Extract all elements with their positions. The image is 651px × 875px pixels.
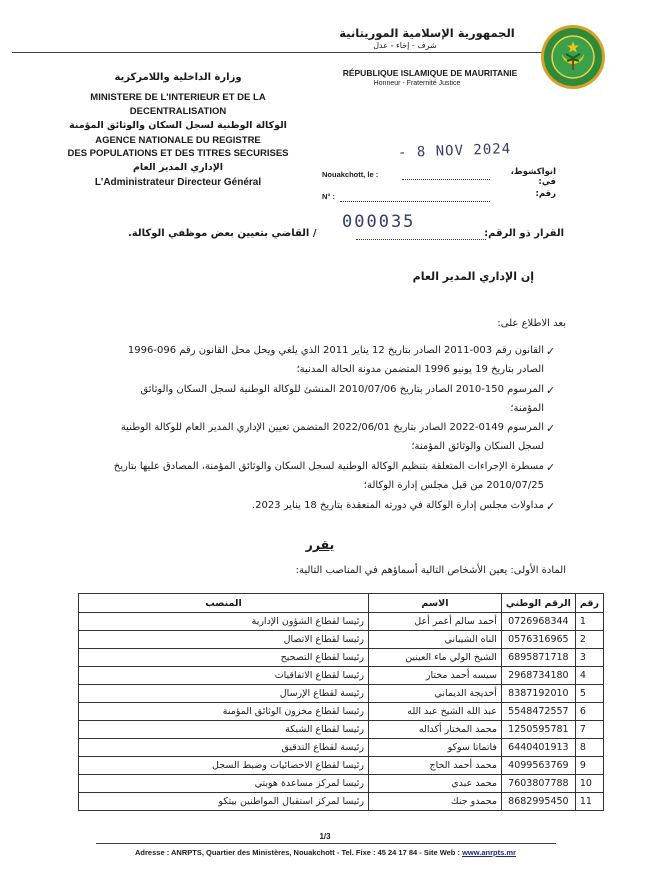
name-cell: سيسه أحمد مختار (368, 667, 501, 685)
row-number-cell: 11 (575, 793, 603, 811)
table-row (79, 703, 604, 721)
column-header-num: رقم (575, 594, 603, 613)
name-cell: فاتماتا سوكو (368, 739, 501, 757)
decision-number-field (356, 239, 486, 240)
checkmark-icon: ✓ (546, 384, 556, 397)
footer-address (60, 848, 591, 857)
national-id-cell: 2968734180 (501, 667, 575, 685)
ministry-name-ar: وزارة الداخلية واللامركزية (114, 72, 242, 83)
row-number-cell: 3 (575, 649, 603, 667)
table-row (79, 667, 604, 685)
row-number-cell: 4 (575, 667, 603, 685)
table-row (79, 757, 604, 775)
administrator-title-fr: L'Administrateur Directeur Général (94, 177, 262, 188)
name-cell: عبد الله الشيخ عبد الله (368, 703, 501, 721)
column-header-name: الاسم (368, 594, 501, 613)
header-divider (12, 52, 544, 53)
issuer-heading: إن الإداري المدير العام (412, 270, 534, 283)
agency-name-fr-line1: AGENCE NATIONALE DU REGISTRE (95, 135, 261, 146)
table-row (79, 775, 604, 793)
national-id-cell: 0576316965 (501, 631, 575, 649)
national-id-cell: 6440401913 (501, 739, 575, 757)
table-row (79, 793, 604, 811)
number-label-fr: N° : (322, 192, 335, 201)
checkmark-icon: ✓ (546, 500, 556, 513)
place-label-fr: Nouakchott, le : (322, 170, 379, 179)
table-row (79, 721, 604, 739)
position-cell: رئيسا لقطاع التصحيح (79, 649, 369, 667)
number-field (340, 192, 490, 202)
national-id-cell: 6895871718 (501, 649, 575, 667)
clause-item: المرسوم 0149-2022 الصادر بتاريخ 2022/06/01 المتضمن تعيين الإداري المدير العام للوكالة الوطنية لسجل السكان والوثائق المؤمنة؛ (120, 422, 544, 452)
row-number-cell: 7 (575, 721, 603, 739)
table-row (79, 649, 604, 667)
row-number-cell: 1 (575, 613, 603, 631)
checkmark-icon: ✓ (546, 345, 556, 358)
position-cell: رئيسا لقطاع الاتصال (79, 631, 369, 649)
name-cell: أحمد سالم أعمر أعل (368, 613, 501, 631)
appointments-table (78, 593, 604, 811)
place-label-ar: انواكشوط، في: (510, 167, 556, 187)
position-cell: رئيسا لمركز استقبال المواطنين بيتكو (79, 793, 369, 811)
table-header-row (79, 594, 604, 613)
name-cell: الشيخ الولي ماء العينين (368, 649, 501, 667)
position-cell: رئيسا لقطاع الشؤون الإدارية (79, 613, 369, 631)
table-row (79, 739, 604, 757)
column-header-position: المنصب (79, 594, 369, 613)
row-number-cell: 2 (575, 631, 603, 649)
position-cell: رئيسا لمركز مساعدة هوبتي (79, 775, 369, 793)
mauritania-coat-of-arms-icon (540, 24, 606, 90)
preamble-intro: بعد الاطلاع على: (497, 318, 566, 329)
website-link[interactable]: www.anrpts.mr (462, 848, 516, 857)
position-cell: رئيسة لقطاع التدقيق (79, 739, 369, 757)
national-id-cell: 5548472557 (501, 703, 575, 721)
decision-subject: / القاضي بتعيين بعض موظفي الوكالة. (128, 228, 317, 239)
name-cell: محمدو جنك (368, 793, 501, 811)
checkmark-icon: ✓ (546, 461, 556, 474)
clause-item: القانون رقم 003-2011 الصادر بتاريخ 12 يناير 2011 الذي يلغي ويحل محل القانون رقم 096-1996 الصادر بتاريخ 19 يونيو 1996 المتضمن مدونة الحالة المدنية؛ (127, 345, 544, 375)
name-cell: محمد أحمد الحاج (368, 757, 501, 775)
table-row (79, 685, 604, 703)
position-cell: رئيسة لقطاع الإرسال (79, 685, 369, 703)
row-number-cell: 8 (575, 739, 603, 757)
name-cell: محمد المختار أكداله (368, 721, 501, 739)
national-id-cell: 4099563769 (501, 757, 575, 775)
clause-item: مداولات مجلس إدارة الوكالة في دورته المنعقدة بتاريخ 18 يناير 2023. (251, 500, 544, 511)
position-cell: رئيسا لقطاع الاحصائيات وضبط السجل (79, 757, 369, 775)
page-number: 1/3 (319, 832, 331, 841)
clause-item: مسطرة الإجراءات المتعلقة بتنظيم الوكالة الوطنية لسجل السكان والوثائق المؤمنة، المصادق عليها بتاريخ 2010/07/25 من قبل مجلس إدارة الوكالة؛ (113, 461, 544, 491)
republic-title-fr: RÉPUBLIQUE ISLAMIQUE DE MAURITANIE (342, 68, 518, 78)
republic-title-ar: الجمهورية الإسلامية الموريتانية (339, 26, 515, 40)
article-one: المادة الأولى: يعين الأشخاص التالية أسماؤهم في المناصب التالية: (295, 565, 566, 576)
table-row (79, 613, 604, 631)
name-cell: محمد عبدي (368, 775, 501, 793)
number-label-ar: رقم: (535, 189, 556, 199)
agency-name-ar: الوكالة الوطنية لسجل السكان والوثائق المؤمنة (69, 120, 287, 131)
agency-name-fr-line2: DES POPULATIONS ET DES TITRES SECURISES (67, 148, 289, 159)
date-stamp: - 8 NOV 2024 (397, 141, 512, 161)
national-id-cell: 7603807788 (501, 775, 575, 793)
footer-address-text: Adresse : ANRPTS, Quartier des Ministères, Nouakchott - Tel. Fixe : 45 24 17 84 - Site Web : (135, 848, 463, 857)
column-header-nni: الرقم الوطني (501, 594, 575, 613)
checkmark-icon: ✓ (546, 422, 556, 435)
name-cell: أخديجة الديماني (368, 685, 501, 703)
republic-motto-fr: Honneur - Fraternité Justice (373, 80, 461, 87)
row-number-cell: 6 (575, 703, 603, 721)
decision-line (128, 226, 564, 246)
decision-label: القرار ذو الرقم: (484, 228, 564, 239)
administrator-title-ar: الإداري المدير العام (132, 162, 224, 173)
place-date-field (402, 170, 490, 180)
footer-divider (96, 843, 556, 844)
republic-motto-ar: شرف - إخاء - عدل (373, 41, 437, 50)
decision-number: 000035 (342, 212, 416, 232)
table-row (79, 631, 604, 649)
position-cell: رئيسا لقطاع الاتفاقيات (79, 667, 369, 685)
row-number-cell: 5 (575, 685, 603, 703)
position-cell: رئيسا لقطاع مخزون الوثائق المؤمنة (79, 703, 369, 721)
name-cell: الناه الشيباني (368, 631, 501, 649)
row-number-cell: 10 (575, 775, 603, 793)
national-id-cell: 8387192010 (501, 685, 575, 703)
national-id-cell: 8682995450 (501, 793, 575, 811)
national-id-cell: 1250595781 (501, 721, 575, 739)
clause-item: المرسوم 150-2010 الصادر بتاريخ 2010/07/06 المنشئ للوكالة الوطنية لسجل السكان والوثائق المؤمنة؛ (140, 384, 544, 414)
appointments-table-body (79, 613, 604, 811)
decides-heading: يقرر (305, 537, 335, 552)
row-number-cell: 9 (575, 757, 603, 775)
ministry-name-fr-line2: DECENTRALISATION (129, 106, 227, 117)
ministry-name-fr-line1: MINISTERE DE L'INTERIEUR ET DE LA (90, 92, 266, 103)
position-cell: رئيسا لقطاع الشبكة (79, 721, 369, 739)
national-id-cell: 0726968344 (501, 613, 575, 631)
